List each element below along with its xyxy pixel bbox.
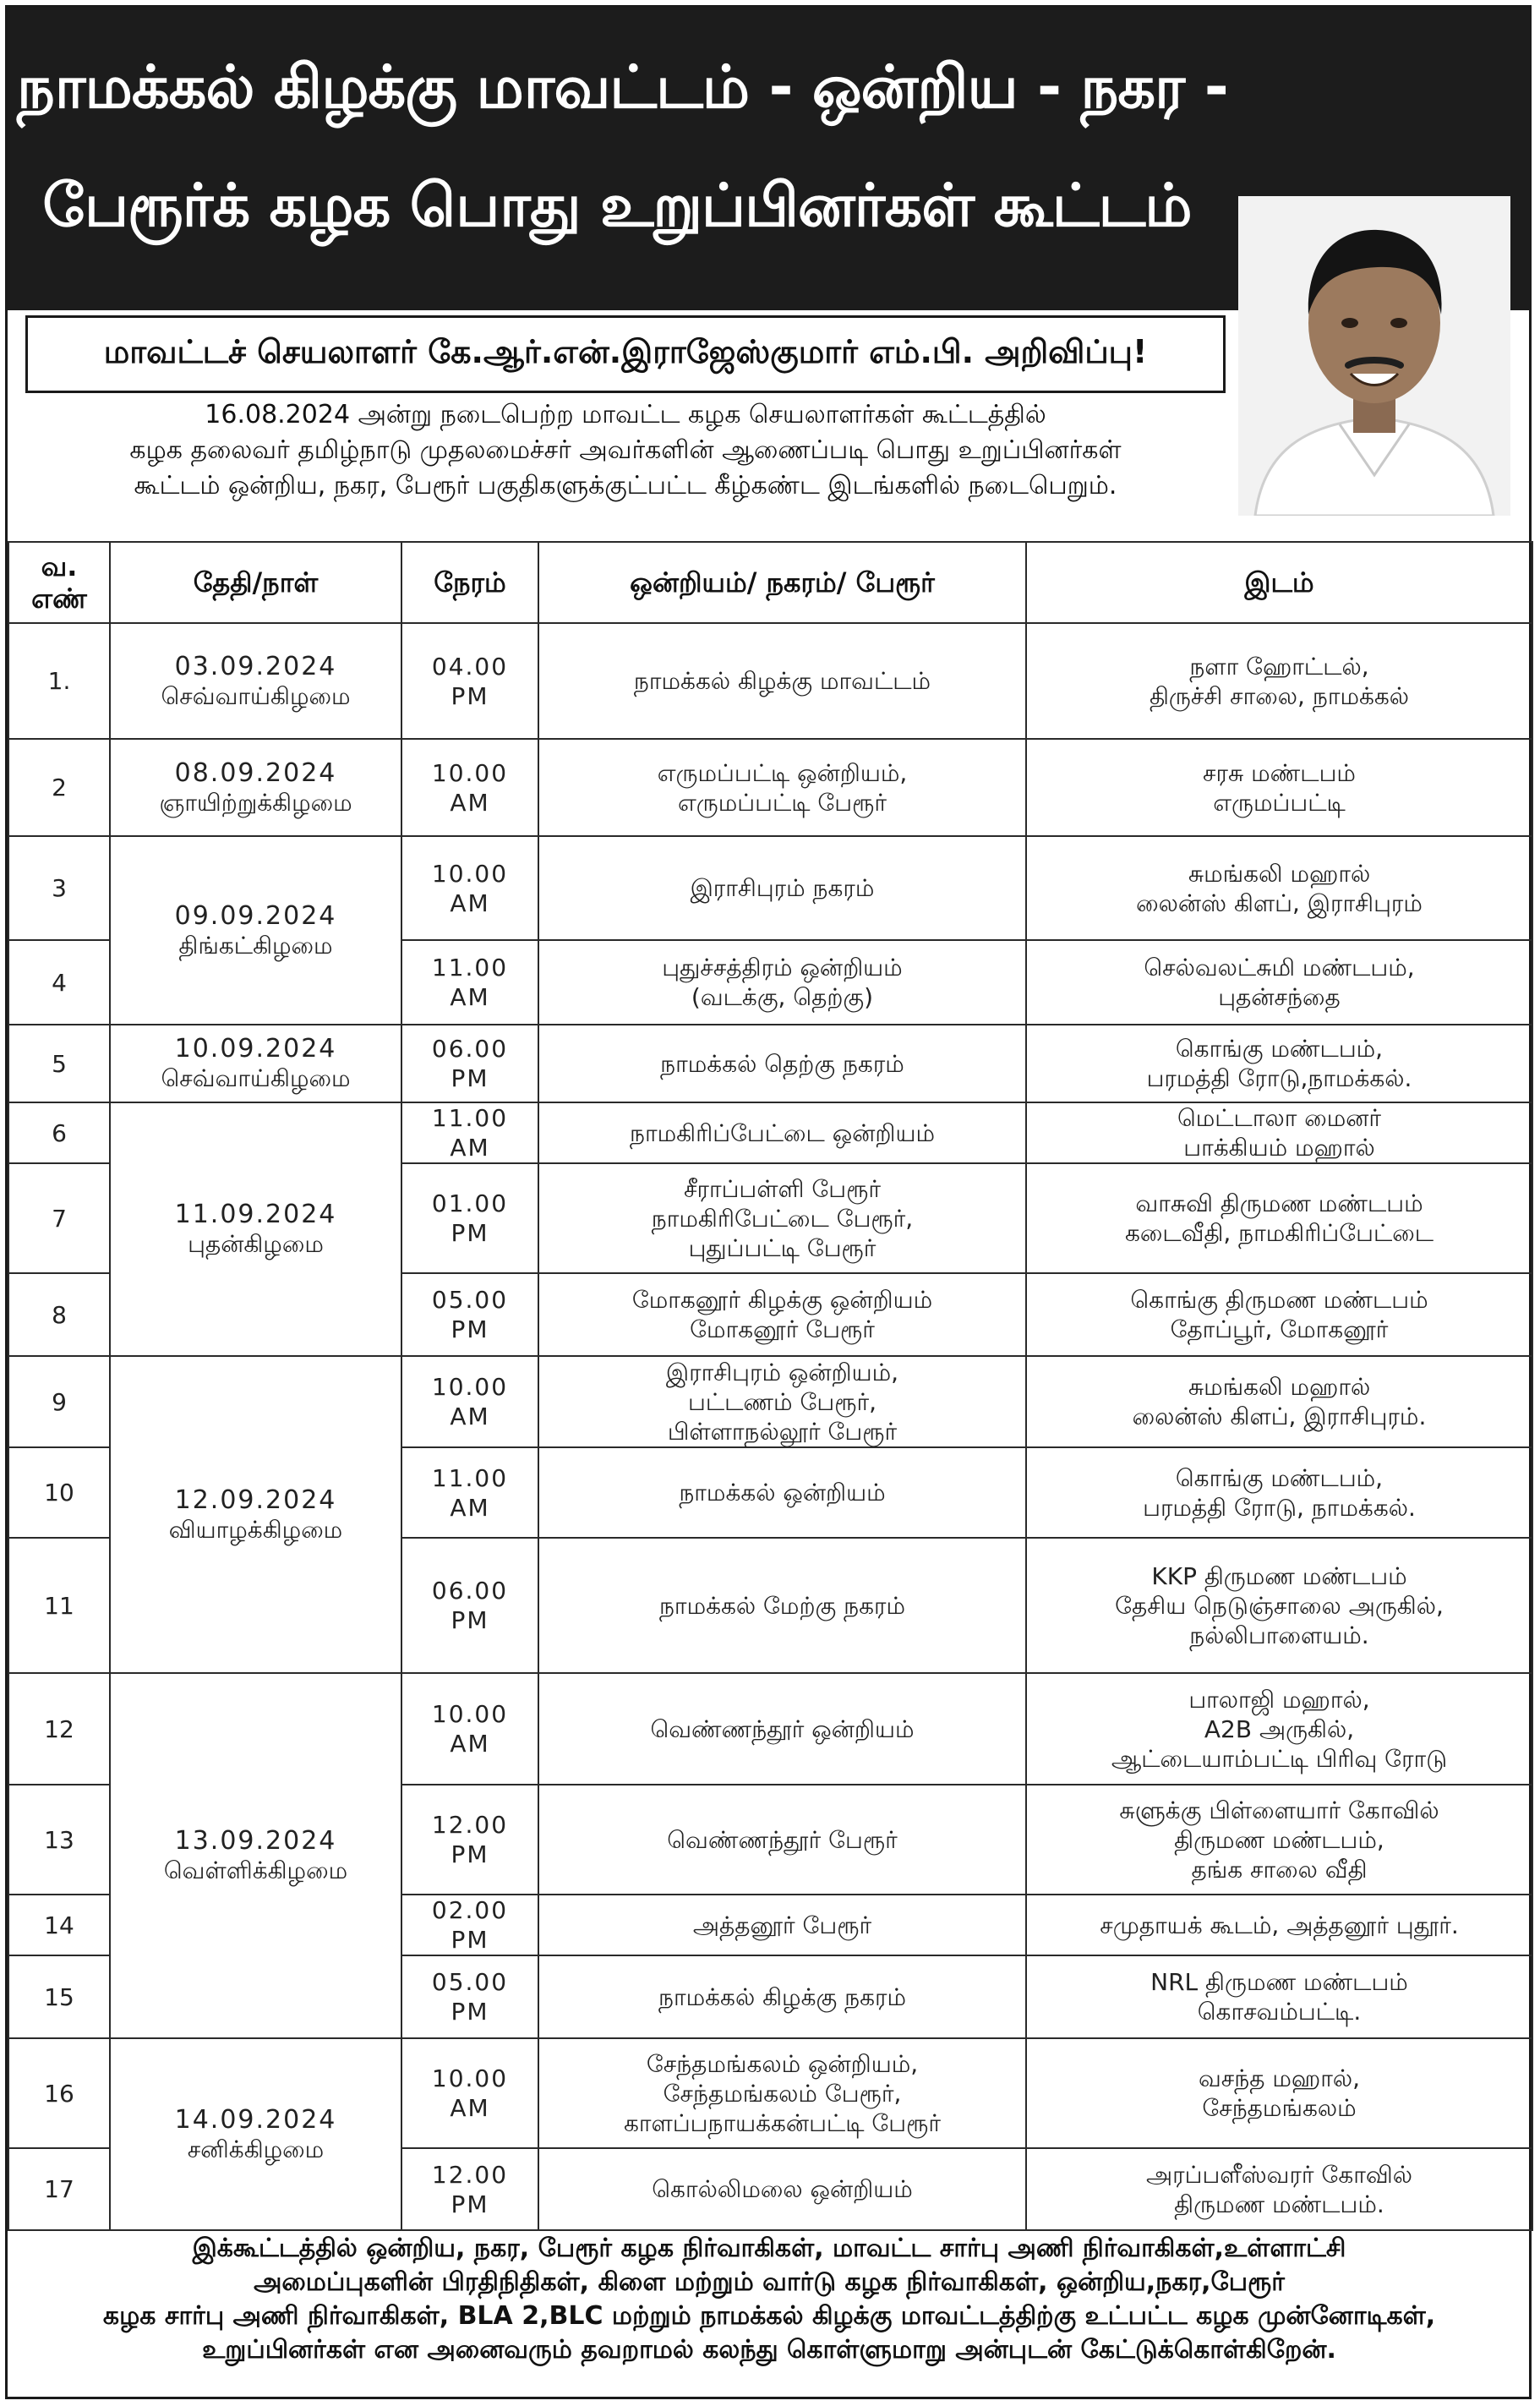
title-line-1: நாமக்கல் கிழக்கு மாவட்டம் - ஒன்றிய - நகர - (17, 52, 1228, 122)
meeting-time: 12.00 PM (401, 1785, 538, 1895)
meeting-unit: நாமகிரிப்பேட்டை ஒன்றியம் (538, 1102, 1026, 1163)
date-cell (110, 2038, 401, 2230)
meeting-date: 14.09.2024 (174, 2104, 337, 2135)
meeting-unit: நாமக்கல் ஒன்றியம் (538, 1447, 1026, 1538)
meeting-venue: வாசுவி திருமண மண்டபம் கடைவீதி, நாமகிரிப்பேட்டை (1026, 1163, 1532, 1273)
meeting-unit: எருமப்பட்டி ஒன்றியம், எருமப்பட்டி பேரூர் (538, 739, 1026, 836)
meeting-unit: இராசிபுரம் ஒன்றியம், பட்டணம் பேரூர், பிள்ளாநல்லூர் பேரூர் (538, 1356, 1026, 1447)
header-venue: இடம் (1026, 542, 1532, 623)
meeting-time: 10.00 AM (401, 836, 538, 940)
meeting-time: 06.00 PM (401, 1025, 538, 1102)
meeting-venue: சமுதாயக் கூடம், அத்தனூர் புதூர். (1026, 1895, 1532, 1955)
meeting-unit: நாமக்கல் கிழக்கு நகரம் (538, 1955, 1026, 2038)
row-number: 17 (8, 2148, 110, 2230)
meeting-day: திங்கட்கிழமை (178, 931, 333, 960)
header-date-day: தேதி/நாள் (110, 542, 401, 623)
intro-line-1: 16.08.2024 அன்று நடைபெற்ற மாவட்ட கழக செயலாளர்கள் கூட்டத்தில் (205, 400, 1046, 429)
date-cell (110, 623, 401, 739)
meeting-venue: NRL திருமண மண்டபம் கொசவம்பட்டி. (1026, 1955, 1532, 2038)
row-number: 14 (8, 1895, 110, 1955)
footer-line-2: அமைப்புகளின் பிரதிநிதிகள், கிளை மற்றும் வார்டு கழக நிர்வாகிகள், ஒன்றிய,நகர,பேரூர் (254, 2267, 1285, 2297)
date-cell (110, 739, 401, 836)
meeting-date: 09.09.2024 (174, 900, 337, 931)
header-serial-number: வ. எண் (8, 542, 110, 623)
meeting-venue: மெட்டாலா மைனர் பாக்கியம் மஹால் (1026, 1102, 1532, 1163)
meeting-time: 02.00 PM (401, 1895, 538, 1955)
meeting-unit: நாமக்கல் கிழக்கு மாவட்டம் (538, 623, 1026, 739)
row-number: 15 (8, 1955, 110, 2038)
meeting-day: செவ்வாய்கிழமை (161, 1064, 351, 1092)
meeting-schedule-table (8, 541, 1533, 2231)
meeting-venue: கொங்கு திருமண மண்டபம் தோப்பூர், மோகனூர் (1026, 1273, 1532, 1356)
meeting-unit: நாமக்கல் மேற்கு நகரம் (538, 1538, 1026, 1673)
subtitle-text: மாவட்டச் செயலாளர் கே.ஆர்.என்.இராஜேஸ்குமார் எம்.பி. அறிவிப்பு! (103, 333, 1148, 370)
meeting-unit: வெண்ணந்தூர் ஒன்றியம் (538, 1673, 1026, 1785)
meeting-day: ஞாயிற்றுக்கிழமை (159, 788, 352, 817)
meeting-time: 11.00 AM (401, 940, 538, 1025)
meeting-venue: சுமங்கலி மஹால் லைன்ஸ் கிளப், இராசிபுரம் (1026, 836, 1532, 940)
meeting-venue: கொங்கு மண்டபம், பரமத்தி ரோடு,நாமக்கல். (1026, 1025, 1532, 1102)
meeting-venue: நளா ஹோட்டல், திருச்சி சாலை, நாமக்கல் (1026, 623, 1532, 739)
meeting-day: செவ்வாய்கிழமை (161, 681, 351, 710)
header-time: நேரம் (401, 542, 538, 623)
meeting-unit: சேந்தமங்கலம் ஒன்றியம், சேந்தமங்கலம் பேரூர், காளப்பநாயக்கன்பட்டி பேரூர் (538, 2038, 1026, 2148)
table-row (8, 623, 1532, 739)
meeting-time: 04.00 PM (401, 623, 538, 739)
meeting-unit: இராசிபுரம் நகரம் (538, 836, 1026, 940)
footer-line-1: இக்கூட்டத்தில் ஒன்றிய, நகர, பேரூர் கழக நிர்வாகிகள், மாவட்ட சார்பு அணி நிர்வாகிகள்,உள்ளாட்சி (192, 2234, 1346, 2263)
announcement-subtitle (25, 315, 1226, 393)
row-number: 13 (8, 1785, 110, 1895)
meeting-unit: கொல்லிமலை ஒன்றியம் (538, 2148, 1026, 2230)
row-number: 8 (8, 1273, 110, 1356)
meeting-time: 10.00 AM (401, 1356, 538, 1447)
row-number: 5 (8, 1025, 110, 1102)
portrait-photo (1238, 196, 1510, 516)
row-number: 7 (8, 1163, 110, 1273)
meeting-unit: அத்தனூர் பேரூர் (538, 1895, 1026, 1955)
meeting-venue: வசந்த மஹால், சேந்தமங்கலம் (1026, 2038, 1532, 2148)
meeting-unit: சீராப்பள்ளி பேரூர் நாமகிரிபேட்டை பேரூர், புதுப்பட்டி பேரூர் (538, 1163, 1026, 1273)
meeting-time: 12.00 PM (401, 2148, 538, 2230)
row-number: 3 (8, 836, 110, 940)
row-number: 9 (8, 1356, 110, 1447)
date-cell (110, 1356, 401, 1673)
meeting-venue: அரப்பளீஸ்வரர் கோவில் திருமண மண்டபம். (1026, 2148, 1532, 2230)
intro-line-3: கூட்டம் ஒன்றிய, நகர, பேரூர் பகுதிகளுக்குட்பட்ட கீழ்கண்ட இடங்களில் நடைபெறும். (134, 471, 1117, 500)
meeting-day: வெள்ளிக்கிழமை (163, 1856, 348, 1884)
meeting-unit: நாமக்கல் தெற்கு நகரம் (538, 1025, 1026, 1102)
meeting-time: 11.00 AM (401, 1102, 538, 1163)
meeting-day: வியாழக்கிழமை (168, 1515, 343, 1544)
meeting-time: 10.00 AM (401, 739, 538, 836)
intro-paragraph (25, 397, 1226, 504)
date-cell (110, 1673, 401, 2038)
table-row (8, 1025, 1532, 1102)
meeting-time: 06.00 PM (401, 1538, 538, 1673)
meeting-venue: கொங்கு மண்டபம், பரமத்தி ரோடு, நாமக்கல். (1026, 1447, 1532, 1538)
row-number: 2 (8, 739, 110, 836)
footer-line-4: உறுப்பினர்கள் என அனைவரும் தவறாமல் கலந்து கொள்ளுமாறு அன்புடன் கேட்டுக்கொள்கிறேன். (202, 2335, 1336, 2365)
table-row (8, 1356, 1532, 1447)
meeting-day: சனிக்கிழமை (187, 2135, 325, 2163)
row-number: 11 (8, 1538, 110, 1673)
meeting-time: 11.00 AM (401, 1447, 538, 1538)
row-number: 1. (8, 623, 110, 739)
row-number: 6 (8, 1102, 110, 1163)
meeting-venue: சுளுக்கு பிள்ளையார் கோவில் திருமண மண்டபம், தங்க சாலை வீதி (1026, 1785, 1532, 1895)
meeting-venue: செல்வலட்சுமி மண்டபம், புதன்சந்தை (1026, 940, 1532, 1025)
date-cell (110, 1025, 401, 1102)
portrait-illustration (1238, 196, 1510, 516)
meeting-day: புதன்கிழமை (188, 1230, 324, 1258)
table-row (8, 739, 1532, 836)
header-unit: ஒன்றியம்/ நகரம்/ பேரூர் (538, 542, 1026, 623)
table-header-row (8, 542, 1532, 623)
meeting-time: 05.00 PM (401, 1273, 538, 1356)
table-row (8, 836, 1532, 940)
meeting-venue: KKP திருமண மண்டபம் தேசிய நெடுஞ்சாலை அருகில், நல்லிபாளையம். (1026, 1538, 1532, 1673)
table-row (8, 1102, 1532, 1163)
meeting-venue: பாலாஜி மஹால், A2B அருகில், ஆட்டையாம்பட்டி பிரிவு ரோடு (1026, 1673, 1532, 1785)
closing-note (17, 2232, 1521, 2367)
meeting-time: 01.00 PM (401, 1163, 538, 1273)
meeting-unit: வெண்ணந்தூர் பேரூர் (538, 1785, 1026, 1895)
meeting-date: 10.09.2024 (174, 1034, 337, 1064)
meeting-date: 08.09.2024 (174, 757, 337, 788)
row-number: 12 (8, 1673, 110, 1785)
meeting-venue: சுமங்கலி மஹால் லைன்ஸ் கிளப், இராசிபுரம். (1026, 1356, 1532, 1447)
meeting-date: 03.09.2024 (174, 651, 337, 681)
meeting-time: 10.00 AM (401, 1673, 538, 1785)
meeting-date: 11.09.2024 (174, 1200, 337, 1229)
row-number: 4 (8, 940, 110, 1025)
meeting-date: 13.09.2024 (174, 1826, 337, 1856)
meeting-time: 10.00 AM (401, 2038, 538, 2148)
footer-line-3: கழக சார்பு அணி நிர்வாகிகள், BLA 2,BLC மற்றும் நாமக்கல் கிழக்கு மாவட்டத்திற்கு உட்பட்ட கழக முன்னோடிகள், (102, 2301, 1436, 2331)
row-number: 10 (8, 1447, 110, 1538)
meeting-unit: புதுச்சத்திரம் ஒன்றியம் (வடக்கு, தெற்கு) (538, 940, 1026, 1025)
date-cell (110, 1102, 401, 1356)
meeting-venue: சரசு மண்டபம் எருமப்பட்டி (1026, 739, 1532, 836)
table-row (8, 1673, 1532, 1785)
intro-line-2: கழக தலைவர் தமிழ்நாடு முதலமைச்சர் அவர்களின் ஆணைப்படி பொது உறுப்பினர்கள் (129, 435, 1122, 465)
title-line-2: பேரூர்க் கழக பொது உறுப்பினர்கள் கூட்டம் (42, 171, 1192, 240)
meeting-unit: மோகனூர் கிழக்கு ஒன்றியம் மோகனூர் பேரூர் (538, 1273, 1026, 1356)
date-cell (110, 836, 401, 1025)
meeting-date: 12.09.2024 (174, 1485, 337, 1515)
row-number: 16 (8, 2038, 110, 2148)
table-row (8, 2038, 1532, 2148)
meeting-time: 05.00 PM (401, 1955, 538, 2038)
